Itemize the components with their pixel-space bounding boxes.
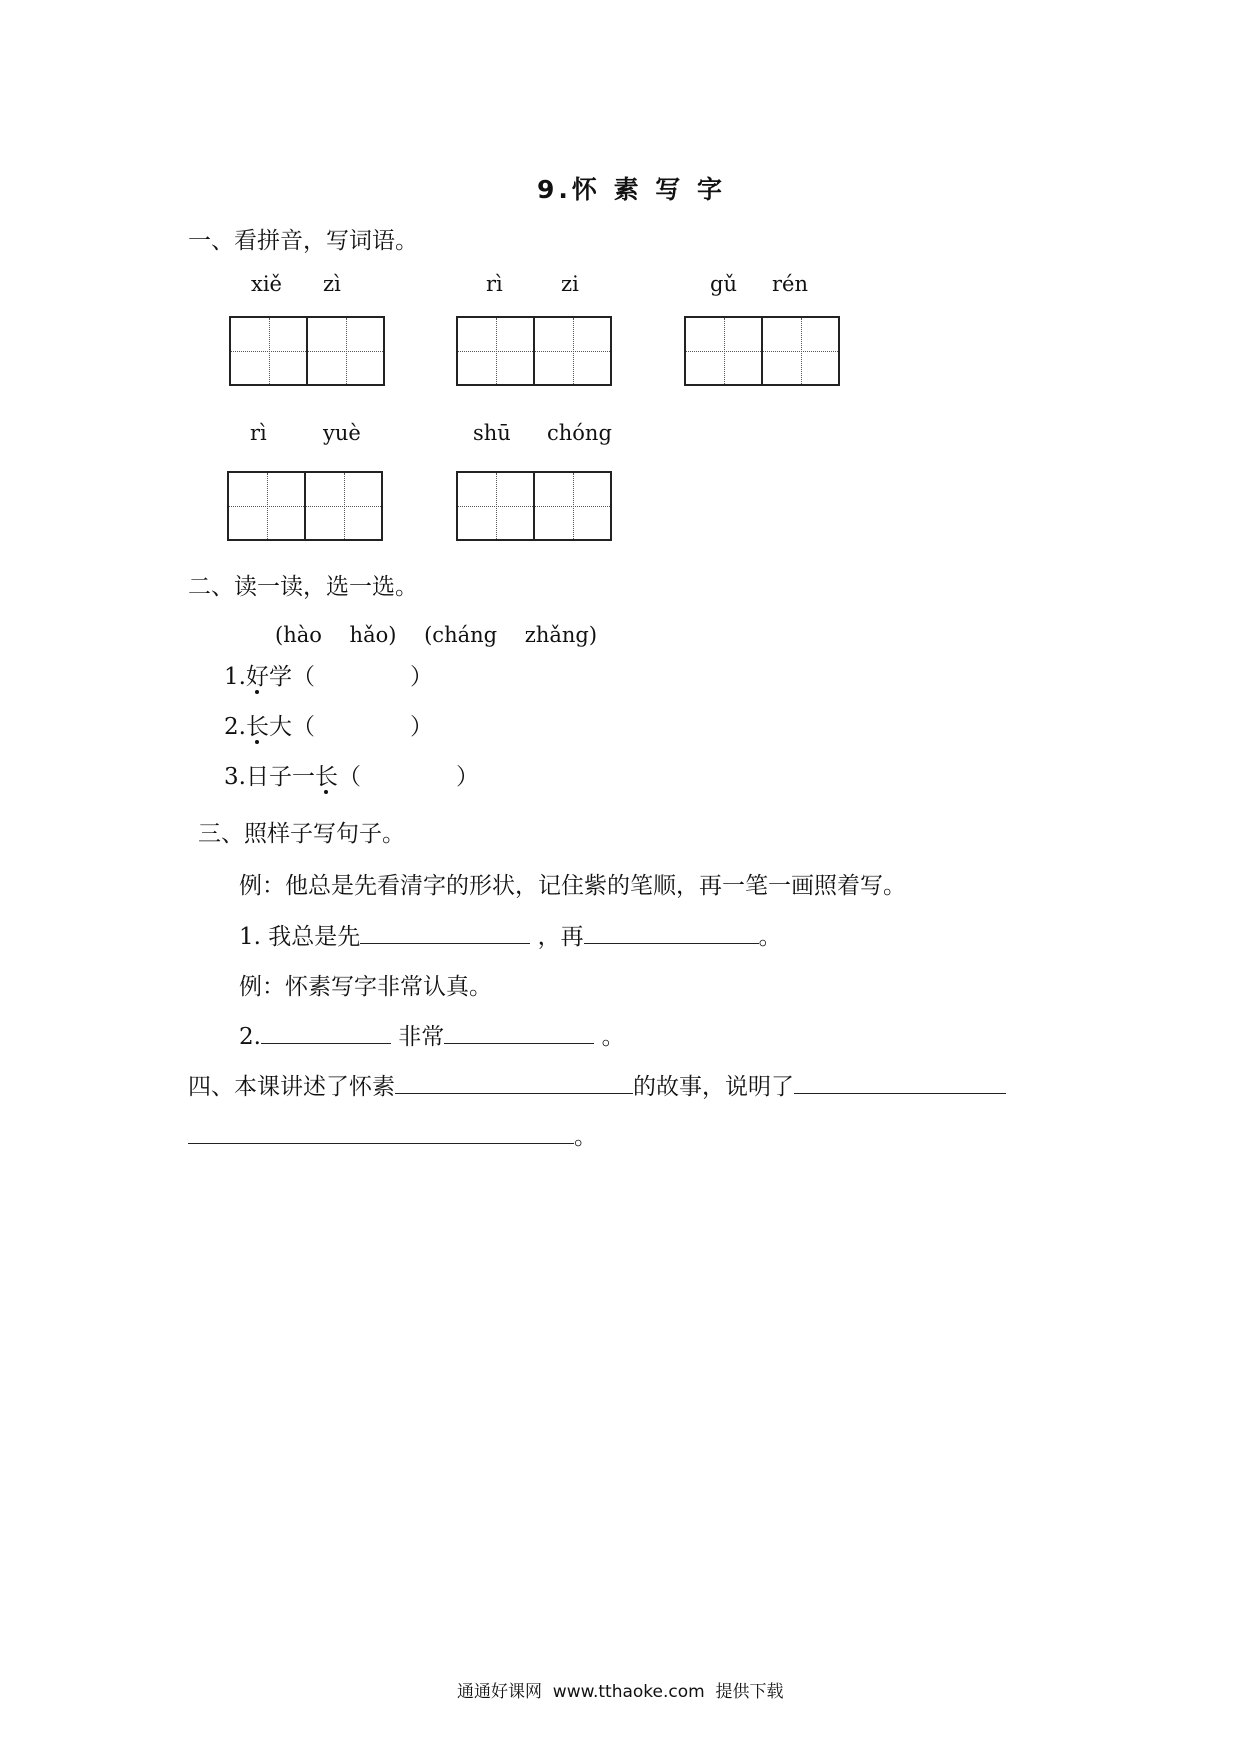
answer-blank[interactable]: [444, 1023, 594, 1044]
example-sentence-1: 例：他总是先看清字的形状，记住紫的笔顺，再一笔一画照着写。: [239, 873, 906, 899]
writing-grid[interactable]: [684, 316, 840, 386]
answer-blank[interactable]: [360, 923, 530, 944]
pinyin: rén: [772, 272, 808, 296]
pinyin: zi: [561, 272, 579, 296]
footer-credit: 通通好课网 www.tthaoke.com 提供下载: [457, 1682, 784, 1702]
section3-heading: 三、照样子写句子。: [198, 821, 405, 847]
pinyin: shū: [473, 421, 511, 445]
answer-blank[interactable]: [395, 1073, 633, 1094]
pinyin: rì: [486, 272, 503, 296]
pinyin: zì: [323, 272, 341, 296]
writing-grid[interactable]: [456, 471, 612, 541]
answer-blank[interactable]: [261, 1023, 391, 1044]
answer-blank[interactable]: [794, 1073, 1006, 1094]
sentence-exercise-1: 1. 我总是先 ，再 。: [239, 924, 782, 950]
page-title: 9.怀 素 写 字: [537, 175, 727, 204]
question-1: 1.好学（ ）: [224, 664, 433, 690]
sentence-exercise-2: 2. 非常 。: [239, 1024, 625, 1050]
section4-line1: 四、本课讲述了怀素 的故事，说明了: [188, 1068, 1006, 1101]
answer-blank[interactable]: [584, 923, 759, 944]
pinyin-options: (hào hǎo) (cháng zhǎng): [275, 623, 598, 647]
example-sentence-2: 例：怀素写字非常认真。: [239, 974, 492, 1000]
section4-line2: 。: [188, 1118, 597, 1151]
pinyin: rì: [250, 421, 267, 445]
writing-grid[interactable]: [456, 316, 612, 386]
pinyin: xiě: [251, 272, 282, 296]
section2-heading: 二、读一读，选一选。: [188, 574, 418, 600]
pinyin: chóng: [547, 421, 612, 445]
pinyin: yuè: [323, 421, 361, 445]
writing-grid[interactable]: [227, 471, 383, 541]
writing-grid[interactable]: [229, 316, 385, 386]
answer-blank[interactable]: [188, 1123, 574, 1144]
section1-heading: 一、看拼音，写词语。: [188, 228, 418, 254]
pinyin: gǔ: [710, 272, 737, 296]
question-2: 2.长大（ ）: [224, 714, 433, 740]
question-3: 3.日子一长（ ）: [224, 764, 479, 790]
